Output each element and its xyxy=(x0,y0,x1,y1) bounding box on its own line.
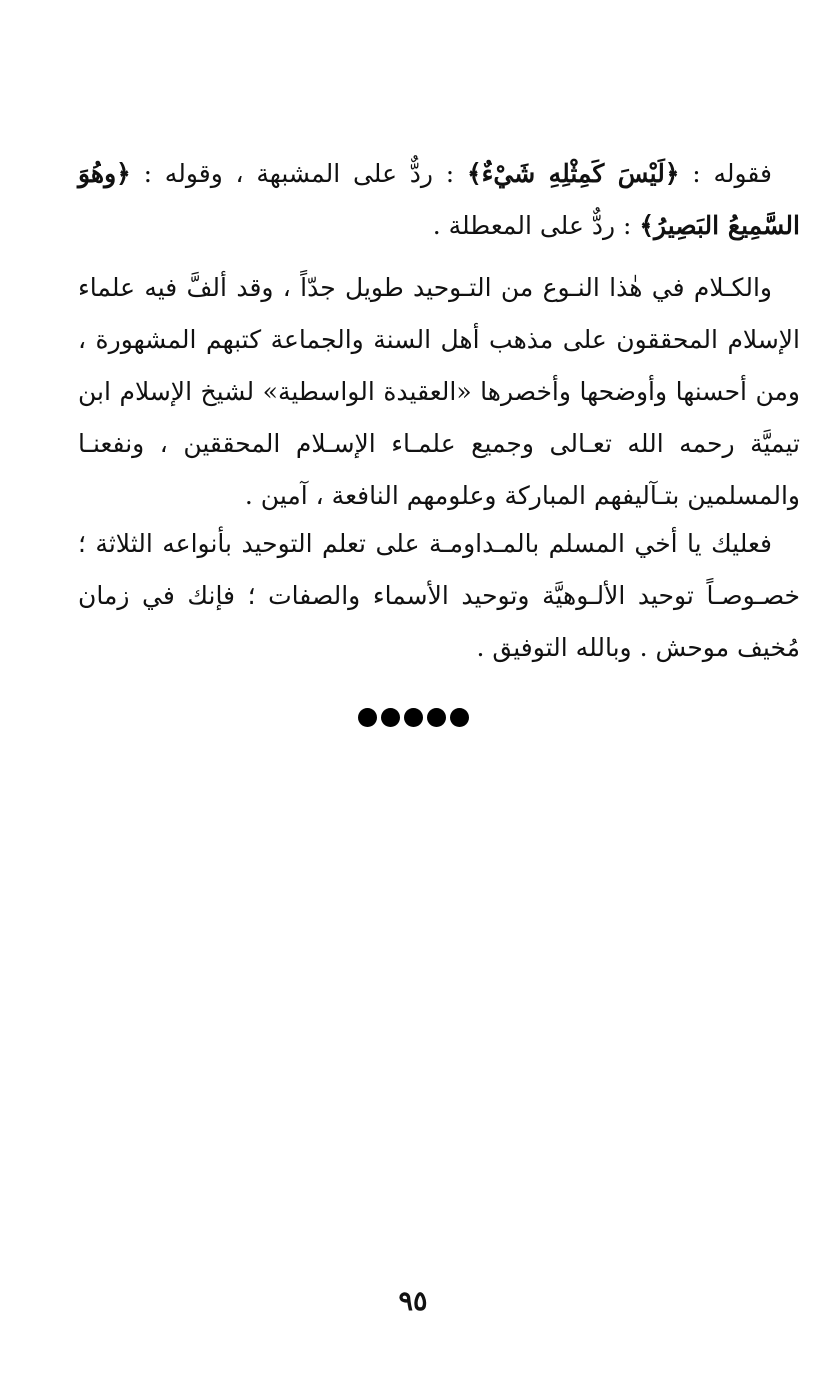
paragraph-1-text xyxy=(78,148,800,252)
separator-dot xyxy=(404,708,423,727)
separator-dot xyxy=(381,708,400,727)
section-separator xyxy=(0,708,826,727)
quran-quote-2: ﴿وهُوَ السَّمِيعُ البَصِيرُ﴾ xyxy=(78,159,800,240)
paragraph-3-text: فعليك يا أخي المسلم بالمـداومـة على تعلم التوحيد بأنواعه الثلاثة ؛ خصـوصـاً توحيد الألـوهيَّة وتوحيد الأسماء والصفات ؛ فإنك في زمان مُخيف موحش . وبالله التوفيق . xyxy=(78,529,800,662)
paragraph-1-intro: فقوله : xyxy=(679,159,772,188)
quran-quote-1: ﴿لَيْسَ كَمِثْلِهِ شَيْءٌ﴾ xyxy=(466,159,680,188)
page-number: ٩٥ xyxy=(398,1286,428,1317)
paragraph-1-middle: : ردٌّ على المشبهة ، وقوله : xyxy=(130,159,467,188)
paragraph-2-text: والكـلام في هٰذا النـوع من التـوحيد طويل جدّاً ، وقد ألفَّ فيه علماء الإسلام المحققون على مذهب أهل السنة والجماعة كتبهم المشهورة ، ومن أحسنها وأوضحها وأخصرها «العقيدة الواسطية» لشيخ الإسلام ابن تيميَّة رحمه الله تعـالى وجميع علمـاء الإسـلام المحققين ، ونفعنـا والمسلمين بتـآليفهم المباركة وعلومهم النافعة ، آمين . xyxy=(78,273,800,510)
paragraph-1-end: : ردٌّ على المعطلة . xyxy=(432,211,640,240)
paragraph-3 xyxy=(78,518,800,674)
separator-dot xyxy=(450,708,469,727)
separator-dot xyxy=(427,708,446,727)
paragraph-2 xyxy=(78,262,800,522)
paragraph-1 xyxy=(78,148,800,252)
separator-dot xyxy=(358,708,377,727)
